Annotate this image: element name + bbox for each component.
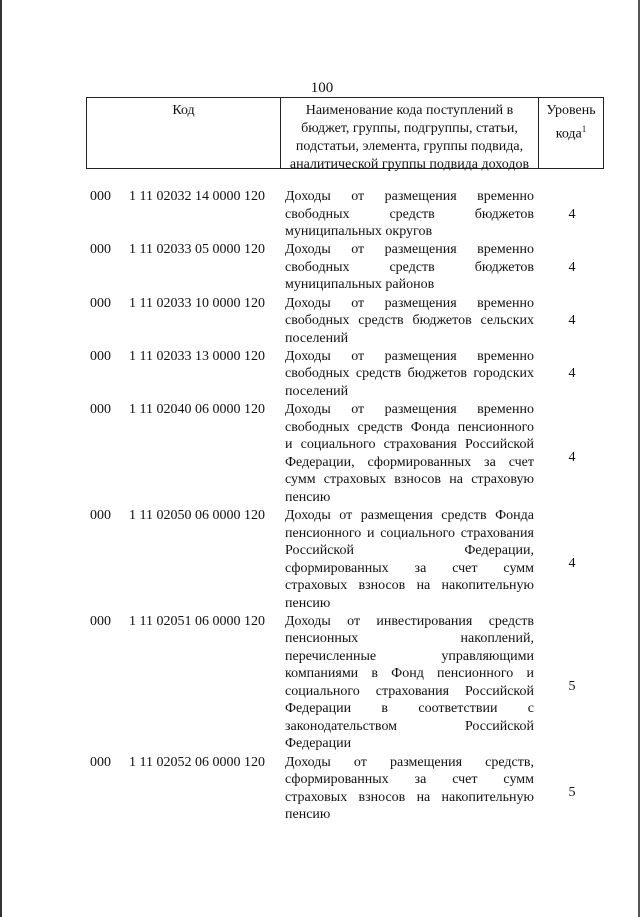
revenue-name bbox=[285, 241, 534, 294]
revenue-name-line: социального страхования Российской bbox=[285, 683, 534, 699]
admin-code: 000 bbox=[90, 189, 111, 204]
header-code-cell: Код bbox=[87, 98, 281, 168]
code-level: 5 bbox=[568, 784, 576, 800]
revenue-name-line: Доходы от размещения временно bbox=[285, 242, 534, 258]
revenue-name-line: свободных средств бюджетов городских bbox=[285, 366, 534, 382]
page-number: 100 bbox=[310, 80, 334, 96]
table-header bbox=[86, 97, 604, 172]
revenue-name-line: Доходы от размещения временно bbox=[285, 348, 534, 364]
header-level-word: кода bbox=[555, 126, 582, 142]
revenue-name-line: свободных средств бюджетов сельских bbox=[285, 313, 534, 329]
revenue-name-line: муниципальных округов bbox=[285, 224, 433, 239]
admin-code: 000 bbox=[90, 348, 111, 364]
revenue-name-line: муниципальных районов bbox=[285, 277, 435, 293]
revenue-name-line: сформированных за счет сумм bbox=[285, 560, 534, 576]
revenue-name-line: пенсию bbox=[285, 595, 331, 611]
table-row bbox=[2, 507, 640, 612]
header-level-line: Уровень bbox=[546, 103, 596, 118]
header-name-line: аналитической группы подвида доходов bbox=[289, 157, 530, 172]
revenue-name bbox=[285, 507, 534, 612]
revenue-name-line: свободных средств Фонда пенсионного bbox=[285, 419, 534, 435]
revenue-code: 1 11 02033 10 0000 120 bbox=[129, 295, 265, 311]
revenue-code: 1 11 02040 06 0000 120 bbox=[129, 402, 265, 418]
header-name-line: подстатьи, элемента, группы подвида, bbox=[295, 139, 524, 154]
revenue-code: 1 11 02033 13 0000 120 bbox=[129, 348, 265, 364]
revenue-name-line: и социального страхования Российской bbox=[285, 437, 534, 453]
revenue-name-line: перечисленные управляющими bbox=[285, 648, 534, 664]
revenue-name bbox=[285, 401, 534, 506]
code-level: 4 bbox=[568, 259, 576, 275]
header-name-cell bbox=[281, 98, 539, 172]
code-level: 4 bbox=[568, 449, 576, 465]
revenue-name bbox=[285, 613, 534, 753]
revenue-name-line: сумм страховых взносов на страховую bbox=[285, 472, 534, 488]
revenue-name-line: Федерации в соответствии с bbox=[285, 701, 534, 717]
table-row bbox=[2, 401, 640, 506]
revenue-name bbox=[285, 754, 534, 824]
revenue-code: 1 11 02051 06 0000 120 bbox=[129, 613, 265, 629]
revenue-name-line: Доходы от размещения временно bbox=[285, 295, 534, 311]
revenue-code: 1 11 02032 14 0000 120 bbox=[129, 189, 265, 204]
header-level-cell bbox=[539, 98, 603, 168]
revenue-name-line: свободных средств бюджетов bbox=[285, 259, 534, 275]
code-level: 4 bbox=[568, 555, 576, 571]
admin-code: 000 bbox=[90, 613, 111, 629]
table-row bbox=[2, 754, 640, 824]
revenue-name-line: страховых взносов на накопительную bbox=[285, 578, 534, 593]
table-row bbox=[2, 295, 640, 348]
table-row bbox=[2, 613, 640, 753]
revenue-name bbox=[285, 348, 534, 401]
table-row bbox=[2, 188, 640, 241]
revenue-name-line: компаниями в Фонд пенсионного и bbox=[285, 666, 534, 682]
revenue-name-line: Доходы от размещения временно bbox=[285, 189, 534, 204]
header-name-line: Наименование кода поступлений в bbox=[305, 103, 514, 118]
revenue-name-line: поселений bbox=[285, 383, 349, 399]
revenue-name-line: страховых взносов на накопительную bbox=[285, 789, 534, 805]
code-level: 5 bbox=[568, 679, 576, 695]
revenue-name-line: поселений bbox=[285, 330, 349, 346]
revenue-name-line: пенсию bbox=[285, 489, 331, 505]
revenue-name-line: Доходы от инвестирования средств bbox=[285, 613, 534, 629]
revenue-code: 1 11 02052 06 0000 120 bbox=[129, 754, 265, 770]
code-level: 4 bbox=[568, 366, 576, 382]
header-level-line bbox=[539, 120, 603, 144]
revenue-name-line: Федерации, сформированных за счет bbox=[285, 454, 534, 470]
revenue-name-line: пенсионных накоплений, bbox=[285, 631, 534, 647]
footnote-marker: 1 bbox=[581, 124, 587, 134]
revenue-name bbox=[285, 188, 534, 241]
revenue-name-line: Доходы от размещения временно bbox=[285, 402, 534, 418]
revenue-name bbox=[285, 295, 534, 348]
admin-code: 000 bbox=[90, 242, 111, 258]
revenue-name-line: законодательством Российской bbox=[285, 718, 534, 734]
code-level: 4 bbox=[568, 313, 576, 329]
revenue-name-line: Доходы от размещения средств Фонда bbox=[285, 508, 534, 523]
header-name-line: бюджет, группы, подгруппы, статьи, bbox=[301, 121, 518, 136]
revenue-name-line: сформированных за счет сумм bbox=[285, 772, 534, 788]
revenue-name-line: Российской Федерации, bbox=[285, 543, 534, 558]
table-row bbox=[2, 348, 640, 401]
code-level: 4 bbox=[568, 206, 576, 222]
revenue-code: 1 11 02050 06 0000 120 bbox=[129, 508, 265, 523]
admin-code: 000 bbox=[90, 508, 111, 523]
admin-code: 000 bbox=[90, 402, 111, 418]
revenue-name-line: свободных средств бюджетов bbox=[285, 206, 534, 222]
revenue-name-line: пенсию bbox=[285, 807, 331, 823]
admin-code: 000 bbox=[90, 295, 111, 311]
table-row bbox=[2, 241, 640, 294]
revenue-name-line: Федерации bbox=[285, 736, 352, 752]
revenue-name-line: пенсионного и социального страхования bbox=[285, 525, 534, 541]
revenue-name-line: Доходы от размещения средств, bbox=[285, 754, 534, 770]
revenue-code: 1 11 02033 05 0000 120 bbox=[129, 242, 265, 258]
admin-code: 000 bbox=[90, 754, 111, 770]
